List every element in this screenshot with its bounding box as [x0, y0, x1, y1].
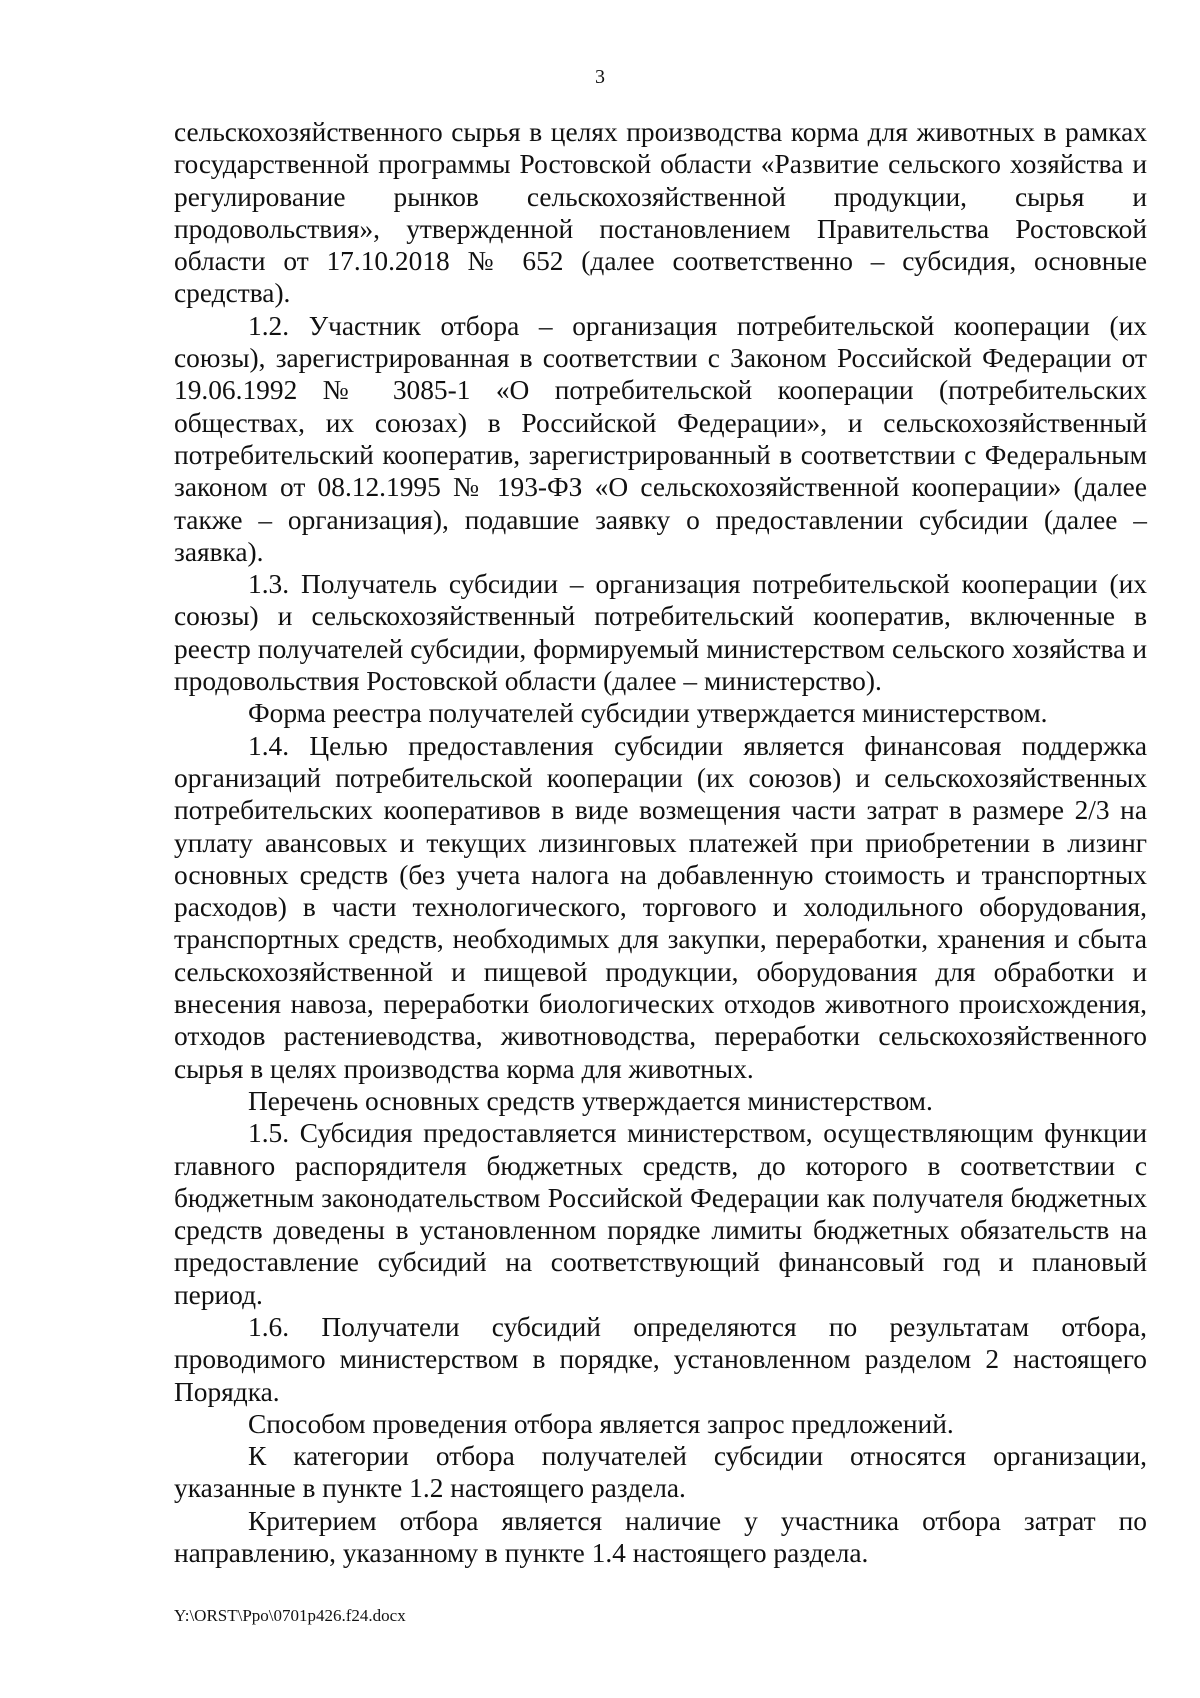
- paragraph-selection-method: Способом проведения отбора является запрос предложений.: [248, 1408, 954, 1439]
- paragraph-1-5: 1.5. Субсидия предоставляется министерством, осуществляющим функции главного распорядителя бюджетных средств, до которого в соответствии с бюджетным законодательством Российской Федерации как получателя бюджетных средств доведены в установленном порядке лимиты бюджетных обязательств на предоставление субсидий на соответствующий финансовый год и плановый период.: [174, 1118, 1147, 1310]
- paragraph-1-3: 1.3. Получатель субсидии – организация потребительской кооперации (их союзы) и сельскохозяйственный потребительский кооператив, включенные в реестр получателей субсидии, формируемый министерством сельского хозяйства и продовольствия Ростовской области (далее – министерство).: [174, 569, 1147, 697]
- paragraph-registry-form: Форма реестра получателей субсидии утверждается министерством.: [248, 698, 1048, 729]
- document-body: [174, 116, 1147, 1569]
- paragraph-1-2: 1.2. Участник отбора – организация потребительской кооперации (их союзы), зарегистрированная в соответствии с Законом Российской Федерации от 19.06.1992 № 3085-1 «О потребительской кооперации (потребительских обществах, их союзах) в Российской Федерации», и сельскохозяйственный потребительский кооператив, зарегистрированный в соответствии с Федеральным законом от 08.12.1995 № 193-ФЗ «О сельскохозяйственной кооперации» (далее также – организация), подавшие заявку о предоставлении субсидии (далее – заявка).: [174, 310, 1147, 567]
- paragraph-continuation: сельскохозяйственного сырья в целях производства корма для животных в рамках государственной программы Ростовской области «Развитие сельского хозяйства и регулирование рынков сельскохозяйственной продукции, сырья и продовольствия», утвержденной постановлением Правительства Ростовской области от 17.10.2018 № 652 (далее соответственно – субсидия, основные средства).: [174, 117, 1147, 309]
- paragraph-1-4: 1.4. Целью предоставления субсидии является финансовая поддержка организаций потребительской кооперации (их союзов) и сельскохозяйственных потребительских кооперативов в виде возмещения части затрат в размере 2/3 на уплату авансовых и текущих лизинговых платежей при приобретении в лизинг основных средств (без учета налога на добавленную стоимость и транспортных расходов) в части технологического, торгового и холодильного оборудования, транспортных средств, необходимых для закупки, переработки, хранения и сбыта сельскохозяйственной и пищевой продукции, оборудования для обработки и внесения навоза, переработки биологических отходов животного происхождения, отходов растениеводства, животноводства, переработки сельскохозяйственного сырья в целях производства корма для животных.: [174, 730, 1147, 1084]
- footer-file-path: Y:\ORST\Ppo\0701p426.f24.docx: [174, 1606, 406, 1625]
- page-number: 3: [595, 66, 605, 88]
- paragraph-selection-category: К категории отбора получателей субсидии относятся организации, указанные в пункте 1.2 настоящего раздела.: [174, 1441, 1147, 1504]
- paragraph-1-6: 1.6. Получатели субсидий определяются по результатам отбора, проводимого министерством в порядке, установленном разделом 2 настоящего Порядка.: [174, 1311, 1147, 1407]
- paragraph-assets-list: Перечень основных средств утверждается министерством.: [248, 1085, 933, 1116]
- paragraph-selection-criterion: Критерием отбора является наличие у участника отбора затрат по направлению, указанному в пункте 1.4 настоящего раздела.: [174, 1505, 1147, 1569]
